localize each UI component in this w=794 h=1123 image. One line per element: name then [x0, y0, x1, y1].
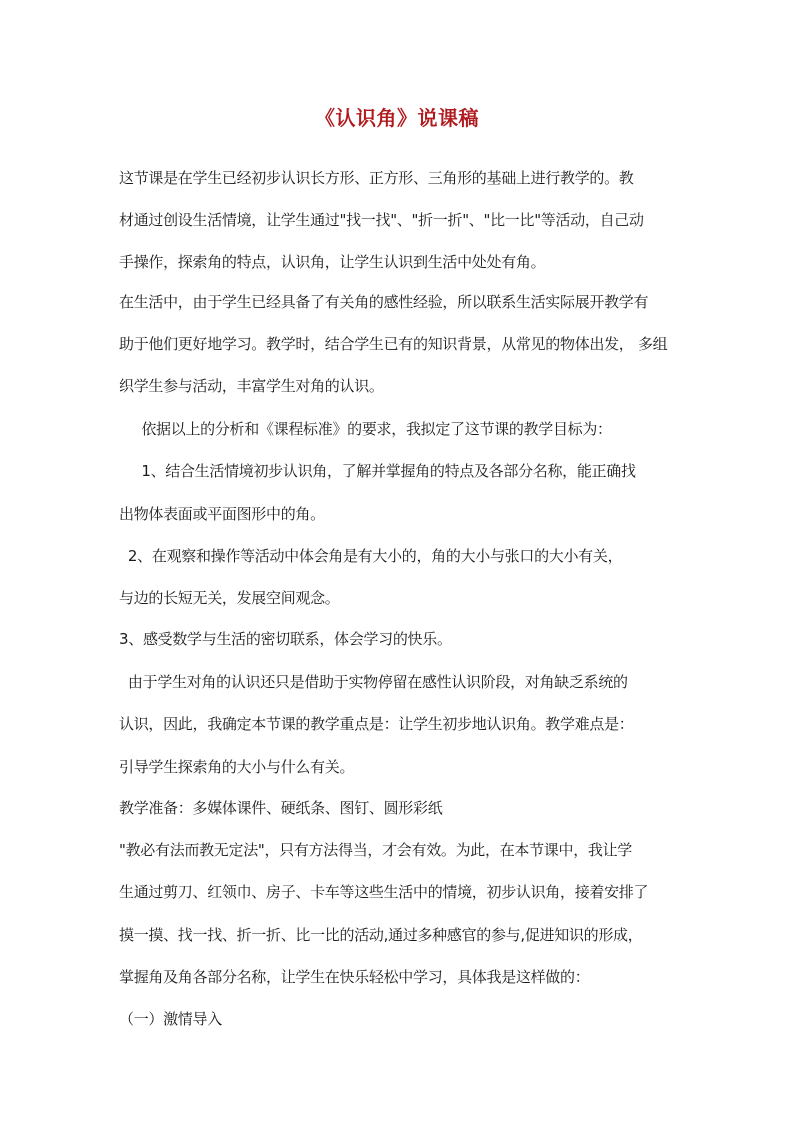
body-line: 手操作，探索角的特点，认识角，让学生认识到生活中处处有角。 [119, 253, 546, 271]
body-line: 生通过剪刀、红领巾、房子、卡车等这些生活中的情境，初步认识角，接着安排了 [119, 883, 649, 901]
body-line: 材通过创设生活情境，让学生通过"找一找"、"折一折"、"比一比"等活动，自己动 [119, 211, 644, 229]
body-line: 出物体表面或平面图形中的角。 [119, 505, 325, 523]
body-line: 在生活中，由于学生已经具备了有关角的感性经验，所以联系生活实际展开教学有 [119, 293, 649, 311]
body-line: 助于他们更好地学习。教学时，结合学生已有的知识背景，从常见的物体出发， 多组 [119, 335, 668, 353]
section-heading: （一）激情导入 [119, 1010, 222, 1028]
body-line: 掌握角及角各部分名称，让学生在快乐轻松中学习，具体我是这样做的： [119, 968, 590, 986]
page-title: 《认识角》说课稿 [315, 106, 479, 130]
body-line: 织学生参与活动，丰富学生对角的认识。 [119, 377, 384, 395]
body-line: 这节课是在学生已经初步认识长方形、正方形、三角形的基础上进行教学的。教 [119, 169, 634, 187]
body-line: 引导学生探索角的大小与什么有关。 [119, 758, 355, 776]
body-line: 1、结合生活情境初步认识角，了解并掌握角的特点及各部分名称，能正确找 [119, 462, 636, 480]
body-line: 摸一摸、找一找、折一折、比一比的活动,通过多种感官的参与,促进知识的形成， [119, 926, 643, 944]
body-line: 3、感受数学与生活的密切联系，体会学习的快乐。 [119, 630, 452, 648]
body-line: 2、在观察和操作等活动中体会角是有大小的，角的大小与张口的大小有关， [119, 547, 623, 565]
body-line: 教学准备：多媒体课件、硬纸条、图钉、圆形彩纸 [119, 799, 443, 817]
body-line: 认识，因此，我确定本节课的教学重点是：让学生初步地认识角。教学难点是： [119, 715, 634, 733]
body-line: 与边的长短无关，发展空间观念。 [119, 589, 340, 607]
body-line: 依据以上的分析和《课程标准》的要求，我拟定了这节课的教学目标为： [119, 420, 612, 438]
body-line: 由于学生对角的认识还只是借助于实物停留在感性认识阶段，对角缺乏系统的 [119, 673, 628, 691]
body-line: "教必有法而教无定法"，只有方法得当，才会有效。为此，在本节课中，我让学 [119, 841, 633, 859]
